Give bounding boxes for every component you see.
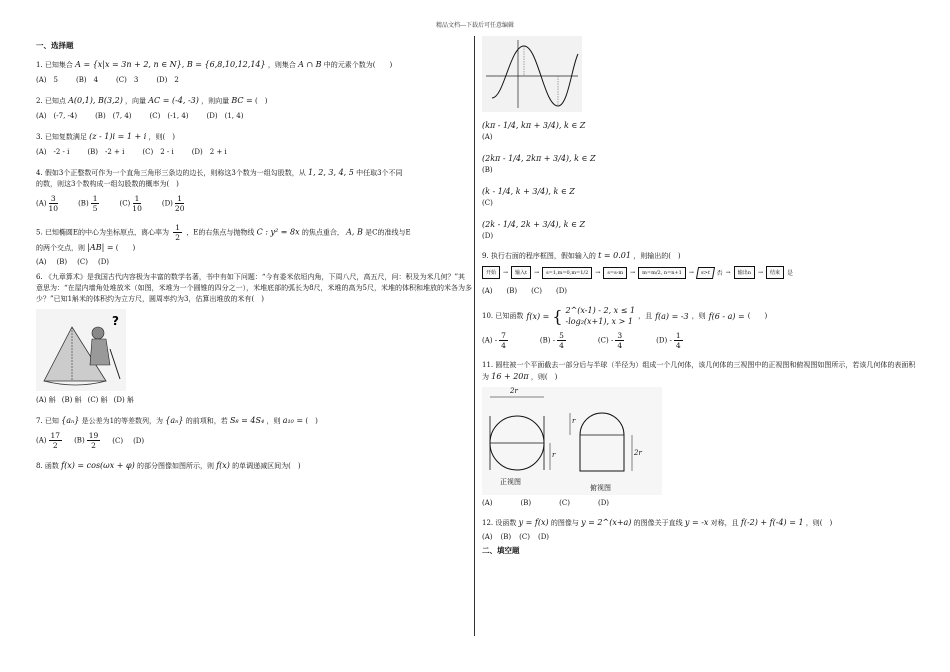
left-column [36,36,472,476]
q3-option-a[interactable]: (A) -2 - i [36,148,70,156]
q3-text-b: ，则( ) [148,133,175,141]
q10-option-a[interactable] [482,331,510,350]
q10-piece2: -log₂(x+1), x > 1 [565,317,633,326]
q7-text: 7. 已知 [36,417,59,425]
q10-option-a-sign: - [494,336,498,345]
q6-options [36,395,472,405]
rice-pile-figure [36,309,472,391]
q2-option-c[interactable]: (C) (-1, 4) [149,112,189,120]
q2-text: 2. 已知点 [36,97,66,105]
flow-update-m: m=m/2, n=n+1 [638,267,686,279]
q7-option-b-label: (B) [74,436,85,445]
q8-option-b[interactable] [482,153,922,176]
q2-text-c: ，则向量 [201,97,230,105]
q4-option-d-fraction [175,194,185,213]
q10-option-c-fraction [615,331,624,350]
q8-text-c: 的单调递减区间为( ) [232,462,301,470]
q6-option-a[interactable]: (A) 斛 [36,396,56,404]
q4-option-b-label: (B) [78,199,89,208]
flow-yes-label: 是 [786,270,793,277]
q12-text-c: 的图像关于直线 [633,519,683,527]
q5-text-b: ，E的右焦点与抛物线 [186,228,255,237]
dim-r-front: r [552,451,556,459]
q9-option-b[interactable]: (B) [506,287,518,295]
q7-option-b-fraction [87,431,101,450]
q10-option-d[interactable] [656,331,684,350]
section-title: 一、选择题 [36,41,74,50]
q2-options [36,111,472,121]
q7-text-e: ( ) [305,417,318,425]
cosine-graph-figure [482,36,922,114]
q10-formula: f(a) = -3 [655,311,689,321]
q10-option-a-label: (A) [482,336,493,345]
numerator: 17 [50,431,61,440]
q1-formula: A = {x|x = 3n + 2, n ∈ N}, B = {6,8,10,12,14} [75,60,266,69]
q9-formula: t = 0.01 [598,251,631,260]
q7-formula: {aₙ} [61,416,80,425]
q7-option-a-fraction [49,431,63,450]
q3-option-d[interactable]: (D) 2 + i [191,148,227,156]
numerator: 1 [177,194,183,203]
q5-option-d[interactable]: (D) [97,258,110,266]
q9-option-a[interactable]: (A) [482,287,493,295]
numerator: 19 [88,431,99,440]
page-header: 精品文档---下载后可任意编辑 [435,22,515,29]
dim-r-top: r [572,417,576,425]
q10-option-d-fraction [674,331,683,350]
q9-options [482,287,922,295]
q4-option-b-fraction [91,194,100,213]
question-3 [36,131,472,143]
q10-piecewise [566,305,636,327]
q5-formula2: A, B [346,227,363,237]
q10-option-b-sign: - [552,336,556,345]
q4-text-c: 的数，则这3个数构成一组勾股数的概率为( ) [36,180,179,188]
q6-option-d[interactable]: (D) 斛 [113,396,134,404]
q4-option-b[interactable] [78,194,101,213]
dim-2r-side: 2r [634,449,642,457]
q5-text-c: 的焦点重合， [301,228,344,237]
q10-text: 10. 已知函数 [482,311,524,320]
q12-options [482,533,922,541]
q1-formula2: A ∩ B [298,60,322,69]
q8-options [482,120,922,242]
q7-option-b[interactable] [74,431,102,450]
q8-option-a[interactable] [482,120,922,143]
numerator: 7 [501,331,506,340]
flow-end: 结束 [766,266,784,279]
q4-option-a-label: (A) [36,199,47,208]
q11-text: 11. 圆柱被一个平面截去一部分后与半球（半径为）组成一个几何体，该几何体的三视图中的正视图和俯视图如图所示，若该几何体的表面积为 [482,361,916,381]
q3-option-b[interactable]: (B) -2 + i [87,148,125,156]
flow-no-label: 否 [716,270,723,277]
section-title-2: 二、填空题 [482,546,520,555]
flow-init: s=1,m=0,m=1/2 [542,267,592,279]
q10-option-b-fraction [557,331,566,350]
q11-formula: 16 + 20π [491,372,529,381]
q12-option-c[interactable]: (C) [519,533,530,541]
q4-option-a-fraction [49,194,59,213]
numerator: 1 [175,223,181,232]
q12-text-e: ，则( ) [805,519,833,527]
q1-text-c: 中的元素个数为( ) [323,61,393,69]
q5-text: 5. 已知椭圆E的中心为坐标原点，离心率为 [36,228,170,237]
question-8 [36,460,472,472]
q12-option-a[interactable]: (A) [482,533,493,541]
top-view-label: 俯视图 [590,484,611,492]
q4-option-c[interactable] [119,194,143,213]
question-7 [36,415,472,427]
q11-options [482,499,922,507]
q10-option-c-sign: - [610,336,614,345]
q12-text-d: 对称，且 [710,519,739,527]
question-4 [36,167,472,190]
q8-text-b: 的部分图像如图所示，则 [136,462,214,470]
q10-option-b[interactable] [540,331,568,350]
q12-formula4: f(-2) + f(-4) = 1 [740,518,804,527]
q3-text: 3. 已知复数满足 [36,133,87,141]
q12-formula3: y = -x [684,518,709,527]
q5-formula: C : y² = 8x [256,227,300,237]
q3-formula: (z - 1)i = 1 + i [89,132,147,141]
q11-text-b: ，则( ) [530,373,558,381]
numerator: 5 [559,331,564,340]
q4-option-a[interactable] [36,194,60,213]
q12-text-b: 的图像与 [550,519,579,527]
q5-text-f: ( ) [115,244,136,252]
question-10 [482,305,922,327]
denominator: 4 [675,341,681,350]
question-12 [482,517,922,529]
q4-text-b: 中任取3个不同 [356,169,403,177]
q2-formula2: AC = (-4, -3) [148,96,199,105]
q10-piece1: 2^(x-1) - 2, x ≤ 1 [565,306,636,315]
q7-text-d: ，则 [266,417,281,425]
q1-option-a[interactable]: (A) 5 [36,76,58,84]
q1-text-b: ，则集合 [267,61,296,69]
arrow-icon: → [503,269,509,276]
q8-option-b-label: (B) [482,166,493,174]
q3-option-c[interactable]: (C) 2 - i [142,148,174,156]
question-6: 6. 《九章算术》是我国古代内容极为丰富的数学名著，书中有如下问题：“今有委米依垣内角，下周八尺，高五尺，问：积及为米几何？”其意思为：“在屋内墙角处堆放米（如图，米堆为一个圆锥的四分之一），米堆底部的弧长为8尺，米堆的高为5尺，米堆的体积和堆放的米各为多少？”已知1斛米的体积约为立方尺，圆周率约为3，估算出堆放的米有( ) [36,273,472,303]
q7-option-d[interactable]: (D) [133,436,145,445]
q3-options [36,147,472,157]
flow-input: 输入t [511,266,531,279]
front-view-label: 正视图 [500,478,521,486]
column-divider [474,36,475,636]
q6-option-b[interactable]: (B) 斛 [61,396,82,404]
q10-fx: f(x) = [526,311,550,321]
q12-formula: y = f(x) [518,518,549,527]
q11-option-d[interactable]: (D) [597,499,610,507]
q7-option-c[interactable]: (C) [112,436,124,445]
q12-option-d[interactable]: (D) [537,533,550,541]
question-5 [36,223,472,254]
q10-formula2: f(6 - a) = [708,311,745,321]
q9-text: 9. 执行右面的程序框图，假如输入的 [482,252,596,260]
q10-option-d-sign: - [669,336,672,345]
q5-text-d: 是C的准线与E [365,228,411,237]
denominator: 2 [91,441,96,450]
denominator: 2 [175,233,181,242]
q10-option-c[interactable] [598,331,626,350]
q12-text: 12. 设函数 [482,519,517,527]
numerator: 1 [675,331,681,340]
q5-option-c[interactable]: (C) [77,258,88,266]
q7-option-a-label: (A) [36,436,47,445]
q4-option-c-fraction [132,194,142,213]
denominator: 5 [92,204,98,213]
q8-option-c-label: (C) [482,199,493,207]
q1-text: 1. 已知集合 [36,61,73,69]
q1-option-c[interactable]: (C) 3 [116,76,139,84]
q5-options [36,258,472,266]
q4-options [36,194,472,213]
arrow-icon: → [688,269,694,276]
flowchart [482,266,922,279]
right-column [482,36,922,564]
q5-text-e: 的两个交点，则 [36,244,85,252]
question-9 [482,250,922,262]
q8-option-d[interactable] [482,219,922,242]
q5-option-b[interactable]: (B) [56,258,68,266]
q7-formula4: a₁₀ = [282,416,304,425]
numerator: 1 [92,194,98,203]
question-11 [482,360,922,383]
q5-fraction [173,223,182,242]
q2-option-b[interactable]: (B) (7, 4) [95,112,132,120]
flow-update-s: s=s-m [603,267,627,279]
q7-formula3: S₈ = 4S₄ [229,416,265,425]
q2-formula3: BC = [231,96,253,105]
numerator: 3 [50,194,56,203]
q1-option-b[interactable]: (B) 4 [75,76,99,84]
q7-text-c: 的前项和，若 [185,417,228,425]
arrow-icon: → [534,269,540,276]
q6-option-c[interactable]: (C) 斛 [87,396,108,404]
q2-formula: A(0,1), B(3,2) [68,96,123,105]
q12-formula2: y = 2^(x+a) [581,518,632,527]
q7-options [36,431,472,450]
q5-option-a[interactable]: (A) [36,258,47,266]
q10-option-d-label: (D) [656,336,668,345]
q8-option-c[interactable] [482,186,922,209]
flow-output: 输出n [734,266,755,279]
q2-option-a[interactable]: (A) (-7, -4) [36,112,78,120]
q4-option-d-label: (D) [161,199,173,208]
q10-text-c: ，则 [691,311,706,320]
q4-formula: 1, 2, 3, 4, 5 [308,168,354,177]
q7-text-b: 是公差为1的等差数列，为 [81,417,164,425]
q8-formula: f(x) = cos(ωx + φ) [61,461,135,470]
q8-formula2: f(x) [216,461,230,470]
q1-option-d[interactable]: (D) 2 [156,76,179,84]
question-2 [36,95,472,107]
q9-option-c[interactable]: (C) [531,287,542,295]
q9-text-b: ，则输出的( ) [633,252,681,260]
cosine-graph [482,36,582,112]
q4-option-d[interactable] [162,194,187,213]
q10-option-a-fraction [499,331,508,350]
question-1 [36,59,472,71]
q8-text: 8. 函数 [36,462,59,470]
denominator: 4 [559,341,564,350]
arrow-icon: → [725,269,731,276]
dim-2r-top: 2r [510,387,518,395]
q5-formula3: |AB| = [87,243,114,252]
q4-text: 4. 假如3个正整数可作为一个直角三角形三条边的边长，则称这3个数为一组勾股数，从 [36,169,306,177]
q10-text-b: ，且 [638,311,653,320]
q8-option-c-formula: (k - 1/4, k + 3/4), k ∈ Z [482,187,575,196]
arrow-icon: → [757,269,763,276]
q8-option-a-label: (A) [482,133,493,141]
q10-options [482,331,922,350]
numerator: 3 [617,331,623,340]
q2-text-b: ，向量 [125,97,147,105]
q8-option-d-formula: (2k - 1/4, 2k + 3/4), k ∈ Z [482,220,586,229]
flow-start: 开始 [482,266,500,279]
q8-option-a-formula: (kπ - 1/4, kπ + 3/4), k ∈ Z [482,121,586,130]
q4-option-c-label: (C) [119,199,131,208]
denominator: 4 [617,341,623,350]
arrow-icon: → [630,269,636,276]
denominator: 10 [48,204,59,213]
q1-options [36,75,472,85]
q9-option-d[interactable]: (D) [555,287,568,295]
rice-pile-illustration [36,309,126,391]
q2-option-d[interactable]: (D) (1, 4) [206,112,244,120]
q10-option-c-label: (C) [597,336,609,345]
arrow-icon: → [595,269,601,276]
q7-option-a[interactable] [36,431,64,450]
q2-text-d: ( ) [255,97,268,105]
numerator: 1 [134,194,140,203]
q8-option-b-formula: (2kπ - 1/4, 2kπ + 3/4), k ∈ Z [482,154,596,163]
three-view-figure [482,387,922,495]
denominator: 4 [501,341,506,350]
q10-text-d: ( ) [747,311,768,320]
q12-option-b[interactable]: (B) [500,533,512,541]
svg-text:?: ? [112,314,119,328]
q10-option-b-label: (B) [539,336,551,345]
q11-option-b[interactable]: (B) [520,499,532,507]
q11-option-c[interactable]: (C) [559,499,570,507]
q11-option-a[interactable]: (A) [482,499,493,507]
denominator: 10 [132,204,142,213]
q8-option-d-label: (D) [482,232,494,240]
brace-icon: { [552,306,563,326]
flow-decision: s>t [696,267,715,279]
denominator: 2 [52,441,58,450]
q7-formula2: {aₙ} [165,416,184,425]
denominator: 20 [174,204,185,213]
